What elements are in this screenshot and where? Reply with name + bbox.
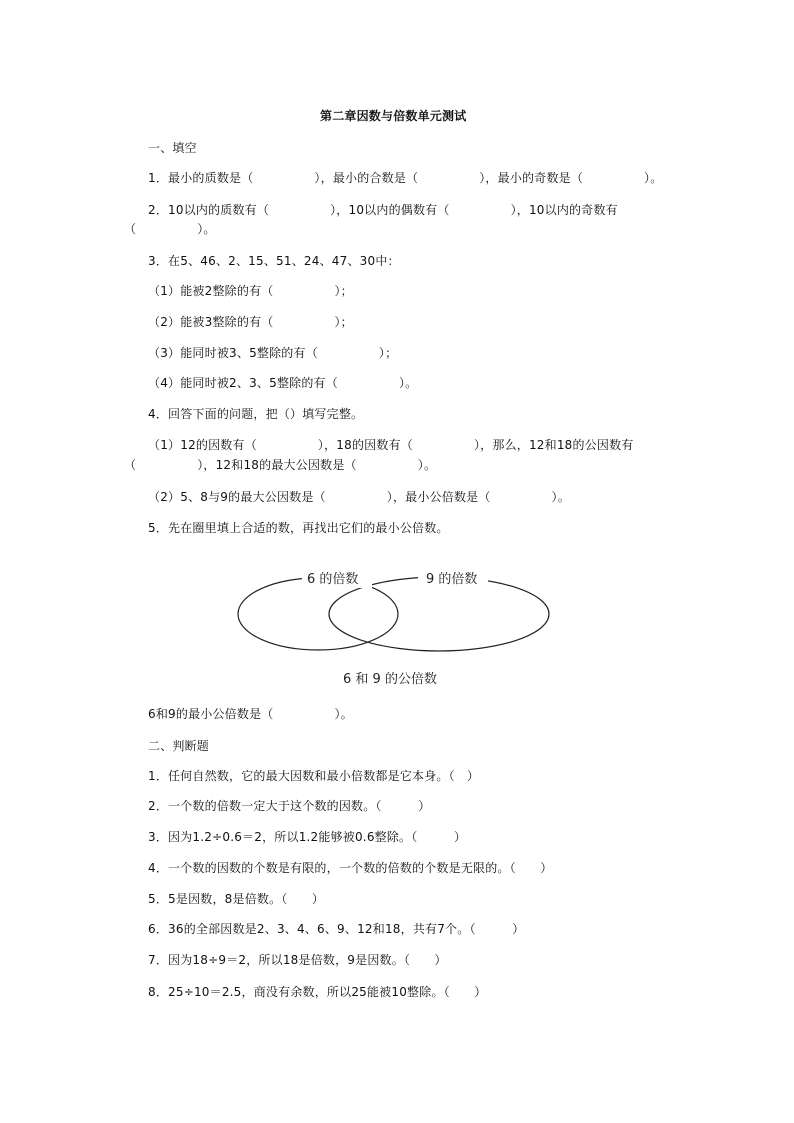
- venn-diagram: [232, 548, 562, 696]
- judgment-item-7: 7．因为18÷9＝2，所以18是倍数，9是因数。（ ）: [148, 953, 447, 967]
- question-4: 4．回答下面的问题，把（）填写完整。: [148, 407, 364, 421]
- section-heading-fill-in: 一、填空: [148, 141, 197, 155]
- question-3-part-3: （3）能同时被3、5整除的有（ ）；: [148, 346, 398, 360]
- question-2-line-1: 2．10以内的质数有（ ），10以内的偶数有（ ），10以内的奇数有: [148, 203, 618, 217]
- question-4-part-1-line-1: （1）12的因数有（ ），18的因数有（ ），那么，12和18的公因数有: [148, 438, 634, 452]
- judgment-item-4: 4．一个数的因数的个数是有限的，一个数的倍数的个数是无限的。（ ）: [148, 861, 553, 875]
- judgment-item-8: 8．25÷10＝2.5，商没有余数，所以25能被10整除。（ ）: [148, 985, 487, 999]
- judgment-item-6: 6．36的全部因数是2、3、4、6、9、12和18，共有7个。（ ）: [148, 922, 525, 936]
- venn-svg: [232, 548, 562, 696]
- venn-left-ellipse: [238, 578, 398, 650]
- judgment-item-1: 1．任何自然数，它的最大因数和最小倍数都是它本身。（ ）: [148, 769, 480, 783]
- page-title: 第二章因数与倍数单元测试: [320, 109, 467, 123]
- section-heading-true-false: 二、判断题: [148, 739, 210, 753]
- question-5: 5．先在圈里填上合适的数，再找出它们的最小公倍数。: [148, 521, 449, 535]
- question-1: 1．最小的质数是（ ），最小的合数是（ ），最小的奇数是（ ）。: [148, 171, 663, 185]
- judgment-item-3: 3．因为1.2÷0.6＝2，所以1.2能够被0.6整除。（ ）: [148, 830, 467, 844]
- venn-caption: 6 和 9 的公倍数: [343, 672, 437, 687]
- judgment-item-5: 5．5是因数，8是倍数。（ ）: [148, 892, 325, 906]
- question-3-part-2: （2）能被3整除的有（ ）；: [148, 315, 353, 329]
- venn-right-ellipse: [329, 577, 549, 651]
- venn-right-label: 9 的倍数: [426, 572, 478, 587]
- question-3-part-1: （1）能被2整除的有（ ）；: [148, 284, 353, 298]
- venn-left-label: 6 的倍数: [307, 572, 359, 587]
- question-4-part-2: （2）5、8与9的最大公因数是（ ），最小公倍数是（ ）。: [148, 490, 570, 504]
- question-5-answer: 6和9的最小公倍数是（ ）。: [148, 707, 353, 721]
- question-3-part-4: （4）能同时被2、3、5整除的有（ ）。: [148, 376, 418, 390]
- question-3: 3．在5、46、2、15、51、24、47、30中：: [148, 254, 400, 268]
- judgment-item-2: 2．一个数的倍数一定大于这个数的因数。（ ）: [148, 799, 431, 813]
- question-2-line-2: （ ）。: [124, 222, 216, 236]
- question-4-part-1-line-2: （ ），12和18的最大公因数是（ ）。: [124, 458, 437, 472]
